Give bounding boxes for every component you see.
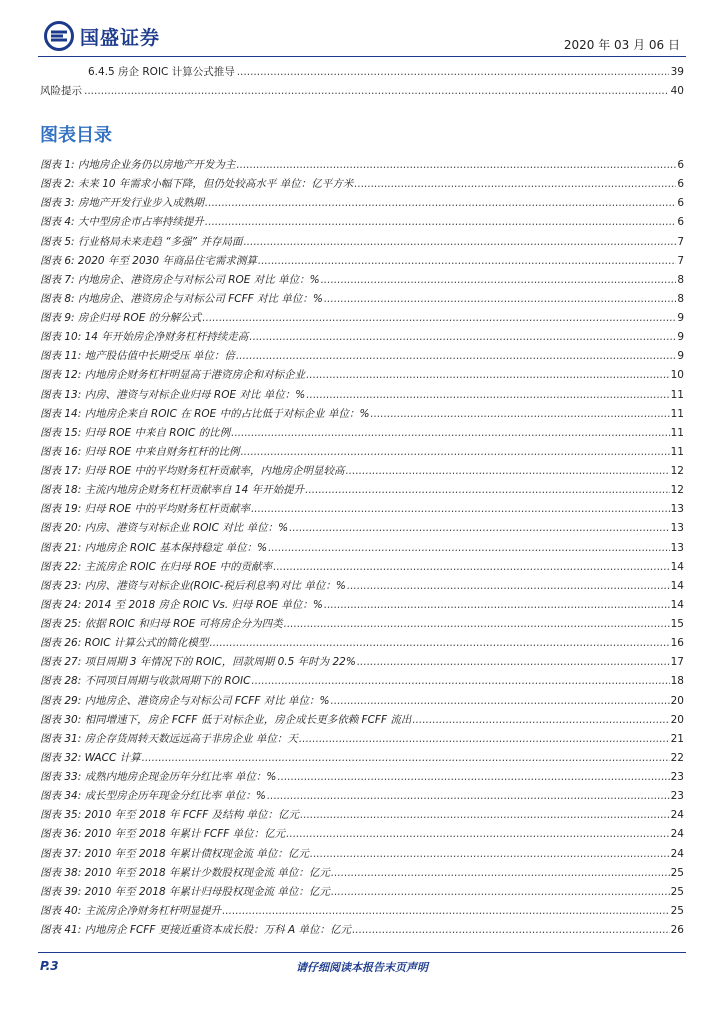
report-date: 2020 年 03 月 06 日 <box>563 38 680 52</box>
figure-list-item[interactable] <box>40 520 684 539</box>
figure-label: 图表 16: 归母 ROE 中来自财务杠杆的比例 <box>40 445 240 458</box>
dot-leader <box>324 293 676 305</box>
figure-list-item[interactable] <box>40 826 684 845</box>
figure-list-item[interactable] <box>40 654 684 673</box>
figure-label: 图表 23: 内房、港资与对标企业(ROIC-税后利息率)对比 单位：% <box>40 579 346 592</box>
figure-page: 25 <box>670 885 684 898</box>
figure-label: 图表 27: 项目周期 3 年情况下的 ROIC，回款周期 0.5 年时为 22% <box>40 656 356 669</box>
figure-page: 13 <box>670 541 684 554</box>
dot-leader <box>267 790 670 802</box>
toc-entry[interactable] <box>40 84 684 98</box>
dot-leader <box>300 809 670 821</box>
dot-leader <box>321 274 677 286</box>
figure-label: 图表 33: 成熟内地房企现金历年分红比率 单位：% <box>40 771 277 783</box>
figure-list-item[interactable] <box>40 387 684 406</box>
dot-leader <box>237 65 669 79</box>
figure-list-item[interactable] <box>40 444 684 463</box>
figure-label: 图表 3: 房地产开发行业步入成熟期 <box>40 197 204 210</box>
footer-divider <box>38 952 686 953</box>
dot-leader <box>231 427 670 439</box>
figure-list-item[interactable] <box>40 903 684 922</box>
dot-leader <box>249 331 676 343</box>
figure-label: 图表 17: 归母 ROE 中的平均财务杠杆贡献率，内地房企明显较高 <box>40 465 345 477</box>
figure-list-item[interactable] <box>40 463 684 482</box>
figure-label: 图表 13: 内房、港资与对标企业归母 ROE 对比 单位：% <box>40 388 306 401</box>
figure-page: 10 <box>670 369 684 382</box>
figure-label: 图表 36: 2010 年至 2018 年累计 FCFF 单位：亿元 <box>40 828 286 841</box>
figure-label: 图表 35: 2010 年至 2018 年 FCFF 及结构 单位：亿元 <box>40 809 299 822</box>
disclaimer-note: 请仔细阅读本报告末页声明 <box>296 961 428 974</box>
page-number: P.3 <box>40 959 59 973</box>
figure-list-item[interactable] <box>40 406 684 425</box>
figure-list-item[interactable] <box>40 157 684 176</box>
dot-leader <box>273 561 670 573</box>
figure-label: 图表 22: 主流房企 ROIC 在归母 ROE 中的贡献率 <box>40 560 273 573</box>
figure-page: 22 <box>670 751 684 764</box>
dot-leader <box>370 408 669 420</box>
figure-page: 9 <box>677 350 684 363</box>
figure-page: 18 <box>670 675 684 688</box>
figure-label: 图表 37: 2010 年至 2018 年累计债权现金流 单位：亿元 <box>40 847 309 860</box>
section-title: 图表目录 <box>40 125 112 146</box>
toc-entry[interactable] <box>88 65 684 79</box>
figure-label: 图表 5: 行业格局未来走趋 “多强” 并存局面 <box>40 235 243 248</box>
dot-leader <box>205 197 676 209</box>
dot-leader <box>284 618 670 630</box>
figure-label: 图表 14: 内地房企来自 ROIC 在 ROE 中的占比低于对标企业 单位：% <box>40 407 370 420</box>
dot-leader <box>354 178 676 190</box>
figure-page: 25 <box>670 866 684 879</box>
dot-leader <box>142 752 670 764</box>
figure-page: 12 <box>670 465 684 477</box>
dot-leader <box>331 886 670 898</box>
figure-label: 图表 1: 内地房企业务仍以房地产开发为主 <box>40 159 236 171</box>
figure-page: 13 <box>670 522 684 535</box>
figure-label: 图表 38: 2010 年至 2018 年累计少数股权现金流 单位：亿元 <box>40 866 330 879</box>
dot-leader <box>352 924 670 936</box>
figure-list-item[interactable] <box>40 559 684 578</box>
dot-leader <box>305 484 670 496</box>
figure-list-item[interactable] <box>40 482 684 501</box>
figure-list-item[interactable] <box>40 253 684 272</box>
figure-page: 23 <box>670 771 684 783</box>
figure-page: 21 <box>670 732 684 745</box>
figure-page: 12 <box>670 484 684 497</box>
figure-list-item[interactable] <box>40 884 684 903</box>
figure-page: 11 <box>670 407 684 420</box>
figure-label: 图表 18: 主流内地房企财务杠杆贡献率自 14 年开始提升 <box>40 484 305 497</box>
figure-page: 15 <box>670 618 684 630</box>
figure-list-item[interactable] <box>40 731 684 750</box>
figure-label: 图表 28: 不同项目周期与收款周期下的 ROIC <box>40 675 251 688</box>
figure-list-item[interactable] <box>40 635 684 654</box>
figure-label: 图表 30: 相同增速下，房企 FCFF 低于对标企业，房企成长更多依赖 FCFF 流出 <box>40 713 412 726</box>
company-logo <box>44 20 160 52</box>
dot-leader <box>251 503 670 515</box>
figure-list-item[interactable] <box>40 712 684 731</box>
figure-label: 图表 4: 大中型房企市占率持续提升 <box>40 216 204 229</box>
figure-label: 图表 41: 内地房企 FCFF 更接近重资本成长股：万科 A 单位：亿元 <box>40 924 352 936</box>
figure-label: 图表 34: 成长型房企历年现金分红比率 单位：% <box>40 790 266 803</box>
figure-page: 9 <box>677 331 684 344</box>
dot-leader <box>236 159 676 171</box>
figure-list-item[interactable] <box>40 329 684 348</box>
figure-page: 24 <box>670 847 684 860</box>
figure-list-item[interactable] <box>40 865 684 884</box>
figure-page: 25 <box>670 904 684 917</box>
figure-list-item[interactable] <box>40 673 684 692</box>
figure-label: 图表 9: 房企归母 ROE 的分解公式 <box>40 312 202 324</box>
figure-list-item[interactable] <box>40 540 684 559</box>
dot-leader <box>357 656 670 668</box>
page-header <box>0 0 724 58</box>
dot-leader <box>202 312 676 324</box>
figure-page: 9 <box>677 312 684 324</box>
figure-page: 6 <box>677 178 684 191</box>
dot-leader <box>345 465 669 477</box>
figure-list-item[interactable] <box>40 750 684 769</box>
dot-leader <box>299 733 670 745</box>
figure-page: 6 <box>677 159 684 171</box>
figure-list-item[interactable] <box>40 501 684 520</box>
figure-list-item[interactable] <box>40 922 684 941</box>
figure-page: 20 <box>670 713 684 726</box>
figure-label: 图表 11: 地产股估值中长期受压 单位：倍 <box>40 350 235 363</box>
toc-entry-label: 6.4.5 房企 ROIC 计算公式推导 <box>88 66 235 78</box>
figure-label: 图表 8: 内地房企、港资房企与对标公司 FCFF 对比 单位：% <box>40 292 323 305</box>
figure-page: 23 <box>670 790 684 803</box>
figure-label: 图表 20: 内房、港资与对标企业 ROIC 对比 单位：% <box>40 522 289 535</box>
logo-text: 国盛证券 <box>80 26 161 49</box>
figure-page: 8 <box>677 292 684 305</box>
dot-leader <box>243 236 676 248</box>
dot-leader <box>222 905 670 917</box>
figure-list-item[interactable] <box>40 310 684 329</box>
figure-list-item[interactable] <box>40 807 684 826</box>
dot-leader <box>306 389 669 401</box>
header-divider <box>38 56 686 57</box>
figure-label: 图表 39: 2010 年至 2018 年累计归母股权现金流 单位：亿元 <box>40 885 330 898</box>
figure-list-item[interactable] <box>40 788 684 807</box>
figure-label: 图表 6: 2020 年至 2030 年商品住宅需求测算 <box>40 254 257 267</box>
dot-leader <box>240 446 669 458</box>
figure-page: 7 <box>677 235 684 248</box>
figure-page: 16 <box>670 637 684 650</box>
figure-label: 图表 40: 主流房企净财务杠杆明显提升 <box>40 904 222 917</box>
figure-page: 13 <box>670 503 684 516</box>
figure-page: 17 <box>670 656 684 669</box>
figure-label: 图表 25: 依据 ROIC 和归母 ROE 可将房企分为四类 <box>40 618 283 630</box>
toc-entry-label: 风险提示 <box>40 85 82 97</box>
figure-list-item[interactable] <box>40 291 684 310</box>
toc-entry-page: 40 <box>670 85 684 97</box>
dot-leader <box>236 350 676 362</box>
figure-page: 14 <box>670 579 684 592</box>
figure-label: 图表 7: 内地房企、港资房企与对标公司 ROE 对比 单位：% <box>40 273 320 286</box>
figure-list-item[interactable] <box>40 348 684 367</box>
dot-leader <box>324 599 670 611</box>
figure-label: 图表 32: WACC 计算 <box>40 751 141 764</box>
figure-label: 图表 2: 未来 10 年需求小幅下降，但仍处较高水平 单位：亿平方米 <box>40 178 354 191</box>
figure-list-item[interactable] <box>40 176 684 195</box>
dot-leader <box>331 695 670 707</box>
figure-page: 6 <box>677 197 684 210</box>
dot-leader <box>84 84 669 98</box>
figure-list-item[interactable] <box>40 195 684 214</box>
figure-page: 24 <box>670 809 684 822</box>
figure-label: 图表 15: 归母 ROE 中来自 ROIC 的比例 <box>40 426 231 439</box>
figure-page: 6 <box>677 216 684 229</box>
dot-leader <box>412 714 669 726</box>
dot-leader <box>209 637 669 649</box>
figure-page: 26 <box>670 924 684 936</box>
figure-page: 11 <box>670 445 684 458</box>
figure-list-item[interactable] <box>40 234 684 253</box>
dot-leader <box>251 675 669 687</box>
figure-label: 图表 26: ROIC 计算公式的简化模型 <box>40 637 209 650</box>
dot-leader <box>205 216 676 228</box>
figure-page: 8 <box>677 273 684 286</box>
figure-page: 7 <box>677 254 684 267</box>
figure-list-item[interactable] <box>40 367 684 386</box>
figure-page: 14 <box>670 598 684 611</box>
figure-list-item[interactable] <box>40 214 684 233</box>
dot-leader <box>289 522 670 534</box>
dot-leader <box>277 771 669 783</box>
figure-page: 24 <box>670 828 684 841</box>
dot-leader <box>306 369 670 381</box>
dot-leader <box>258 255 676 267</box>
logo-icon <box>44 21 74 51</box>
figure-list-item[interactable] <box>40 578 684 597</box>
figure-list-item[interactable] <box>40 597 684 616</box>
dot-leader <box>286 828 669 840</box>
figure-label: 图表 10: 14 年开始房企净财务杠杆持续走高 <box>40 331 249 344</box>
figure-page: 11 <box>670 426 684 439</box>
figure-list-item[interactable] <box>40 425 684 444</box>
figure-page: 14 <box>670 560 684 573</box>
dot-leader <box>268 542 670 554</box>
figure-page: 11 <box>670 388 684 401</box>
figure-label: 图表 29: 内地房企、港资房企与对标公司 FCFF 对比 单位：% <box>40 694 330 707</box>
figure-label: 图表 21: 内地房企 ROIC 基本保持稳定 单位：% <box>40 541 268 554</box>
figure-label: 图表 19: 归母 ROE 中的平均财务杠杆贡献率 <box>40 503 250 516</box>
figure-label: 图表 12: 内地房企财务杠杆明显高于港资房企和对标企业 <box>40 369 306 382</box>
toc-entry-page: 39 <box>670 66 684 78</box>
figure-label: 图表 24: 2014 至 2018 房企 ROIC Vs. 归母 ROE 单位：% <box>40 598 323 611</box>
figure-list-item[interactable] <box>40 616 684 635</box>
dot-leader <box>331 867 670 879</box>
dot-leader <box>347 580 670 592</box>
figure-list-item[interactable] <box>40 846 684 865</box>
figure-list <box>40 157 684 941</box>
figure-list-item[interactable] <box>40 769 684 788</box>
figure-list-item[interactable] <box>40 693 684 712</box>
figure-page: 20 <box>670 694 684 707</box>
dot-leader <box>310 848 670 860</box>
figure-label: 图表 31: 房企存货周转天数远远高于非房企业 单位：天 <box>40 732 298 745</box>
figure-list-item[interactable] <box>40 272 684 291</box>
